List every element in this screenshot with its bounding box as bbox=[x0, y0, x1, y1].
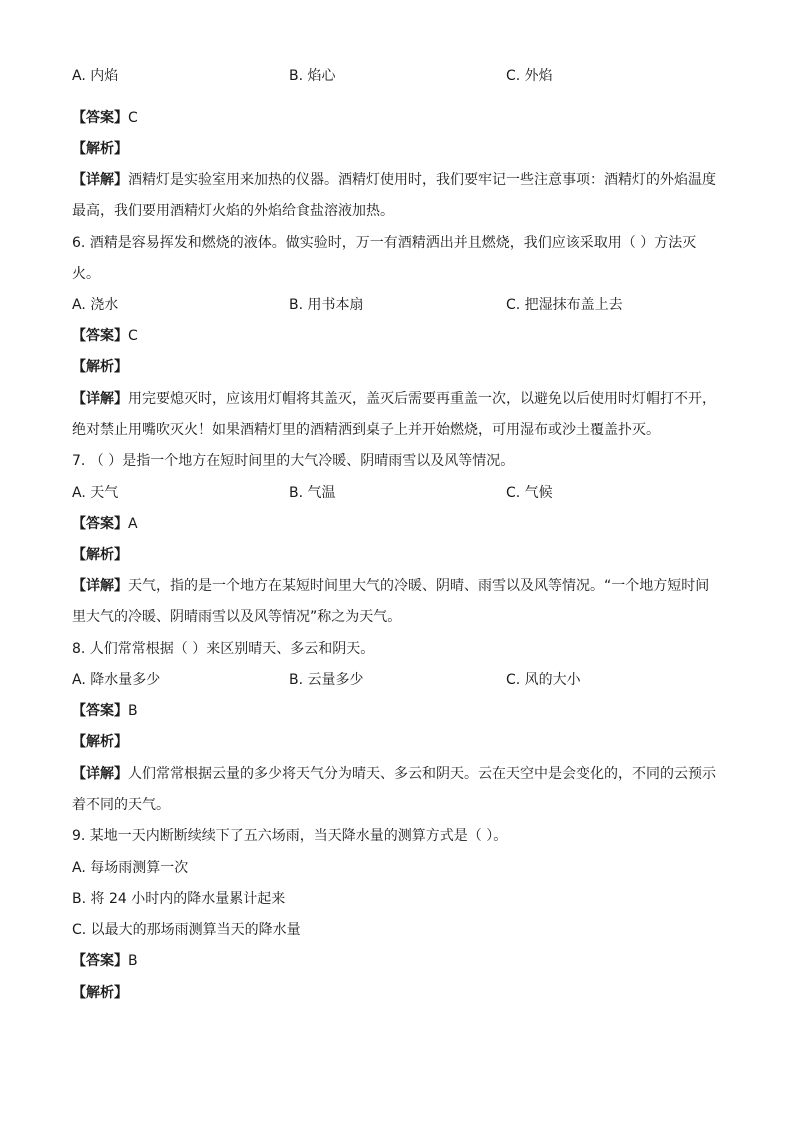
detail-text: 天气，指的是一个地方在某短时间里大气的冷暖、阴晴、雨雪以及风等情况。“一个地方短时间 bbox=[128, 578, 710, 594]
detail-tag: 【详解】 bbox=[72, 766, 128, 782]
q9-option-a: A. 每场雨测算一次 bbox=[72, 860, 189, 876]
analysis-tag: 【解析】 bbox=[72, 734, 128, 750]
q5-detail-line-2: 最高，我们要用酒精灯火焰的外焰给食盐溶液加热。 bbox=[72, 203, 394, 219]
q9-answer bbox=[72, 951, 138, 971]
detail-tag: 【详解】 bbox=[72, 391, 128, 407]
analysis-tag: 【解析】 bbox=[72, 141, 128, 157]
q8-option-c: C. 风的大小 bbox=[506, 672, 581, 688]
detail-text: 用完要熄灭时，应该用灯帽将其盖灭，盖灭后需要再重盖一次，以避免以后使用时灯帽打不开， bbox=[128, 391, 716, 407]
q8-option-a: A. 降水量多少 bbox=[72, 672, 161, 688]
q9-stem: 9. 某地一天内断断续续下了五六场雨，当天降水量的测算方式是（ ）。 bbox=[72, 828, 508, 844]
q6-detail-line-1 bbox=[72, 389, 716, 409]
q6-option-b: B. 用书本扇 bbox=[289, 297, 364, 313]
q7-detail-line-1 bbox=[72, 576, 709, 596]
answer-value: C bbox=[128, 110, 138, 126]
q5-analysis bbox=[72, 139, 128, 159]
q8-option-b: B. 云量多少 bbox=[289, 672, 364, 688]
q6-stem-line-1: 6. 酒精是容易挥发和燃烧的液体。做实验时，万一有酒精洒出并且燃烧，我们应该采取用（ ）方法灭 bbox=[72, 235, 697, 251]
q8-answer bbox=[72, 701, 138, 721]
q5-option-c: C. 外焰 bbox=[506, 68, 553, 84]
q8-stem: 8. 人们常常根据（ ）来区别晴天、多云和阴天。 bbox=[72, 641, 375, 657]
detail-tag: 【详解】 bbox=[72, 578, 128, 594]
answer-tag: 【答案】 bbox=[72, 110, 128, 126]
analysis-tag: 【解析】 bbox=[72, 547, 128, 563]
q7-option-a: A. 天气 bbox=[72, 485, 119, 501]
q8-detail-line-1 bbox=[72, 764, 716, 784]
answer-value: A bbox=[128, 516, 138, 532]
q7-option-c: C. 气候 bbox=[506, 485, 553, 501]
q6-analysis bbox=[72, 357, 128, 377]
q6-detail-line-2: 绝对禁止用嘴吹灭火！如果酒精灯里的酒精洒到桌子上并开始燃烧，可用湿布或沙土覆盖扑灭。 bbox=[72, 422, 660, 438]
q5-option-b: B. 焰心 bbox=[289, 68, 336, 84]
answer-tag: 【答案】 bbox=[72, 328, 128, 344]
detail-text: 人们常常根据云量的多少将天气分为晴天、多云和阴天。云在天空中是会变化的，不同的云预示 bbox=[128, 766, 716, 782]
q6-option-c: C. 把湿抹布盖上去 bbox=[506, 297, 623, 313]
q5-detail-line-1 bbox=[72, 170, 716, 190]
q9-option-c: C. 以最大的那场雨测算当天的降水量 bbox=[72, 922, 301, 938]
q9-option-b: B. 将 24 小时内的降水量累计起来 bbox=[72, 891, 286, 907]
q5-option-a: A. 内焰 bbox=[72, 68, 119, 84]
answer-value: B bbox=[128, 703, 138, 719]
answer-tag: 【答案】 bbox=[72, 703, 128, 719]
analysis-tag: 【解析】 bbox=[72, 359, 128, 375]
q8-detail-line-2: 着不同的天气。 bbox=[72, 797, 170, 813]
q7-answer bbox=[72, 514, 138, 534]
q7-detail-line-2: 里大气的冷暖、阴晴雨雪以及风等情况”称之为天气。 bbox=[72, 609, 402, 625]
answer-value: B bbox=[128, 953, 138, 969]
q5-answer bbox=[72, 108, 138, 128]
q7-option-b: B. 气温 bbox=[289, 485, 336, 501]
detail-text: 酒精灯是实验室用来加热的仪器。酒精灯使用时，我们要牢记一些注意事项：酒精灯的外焰温度 bbox=[128, 172, 716, 188]
q8-analysis bbox=[72, 732, 128, 752]
detail-tag: 【详解】 bbox=[72, 172, 128, 188]
answer-tag: 【答案】 bbox=[72, 516, 128, 532]
analysis-tag: 【解析】 bbox=[72, 985, 128, 1001]
q6-stem-line-2: 火。 bbox=[72, 266, 100, 282]
answer-value: C bbox=[128, 328, 138, 344]
answer-tag: 【答案】 bbox=[72, 953, 128, 969]
q7-stem: 7. （ ）是指一个地方在短时间里的大气冷暖、阴晴雨雪以及风等情况。 bbox=[72, 453, 515, 469]
q6-answer bbox=[72, 326, 138, 346]
q9-analysis bbox=[72, 983, 128, 1003]
q7-analysis bbox=[72, 545, 128, 565]
q6-option-a: A. 浇水 bbox=[72, 297, 119, 313]
